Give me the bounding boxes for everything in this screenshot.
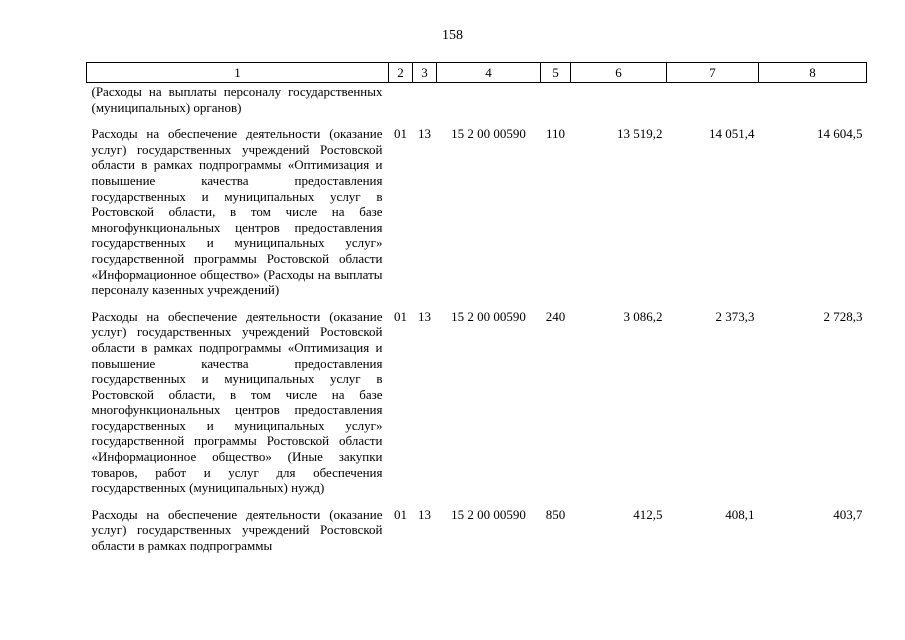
expense-type-code: 110: [545, 126, 566, 142]
budget-table: [86, 62, 867, 565]
table-row: [87, 309, 867, 507]
expense-type-code: 850: [545, 506, 566, 522]
amount-col7: 408,1: [725, 506, 755, 522]
row-description: Расходы на обеспечение деятельности (оказание услуг) государственных учреждений Ростовской области в рамках подпрограммы «Оптимизация и повышение качества предоставления государственных и муниципальных услуг в Ростовской области, в том числе на базе многофункциональных центров предоставления государственных и муниципальных услуг» государственной программы Ростовской области «Информационное общество» (Расходы на выплаты персоналу казенных учреждений): [91, 126, 383, 298]
amount-col7: 2 373,3: [715, 308, 755, 324]
row-description: (Расходы на выплаты персоналу государственных (муниципальных) органов): [91, 84, 383, 115]
subsection-code: 13: [418, 506, 431, 522]
table-row-continuation: [87, 83, 867, 127]
amount-col6: 3 086,2: [623, 308, 663, 324]
expense-type-code: 240: [545, 308, 566, 324]
amount-col8: 403,7: [833, 506, 863, 522]
section-code: 01: [394, 126, 407, 142]
column-header: 5: [541, 63, 571, 83]
column-header: 2: [389, 63, 413, 83]
section-code: 01: [394, 308, 407, 324]
target-article-code: 15 2 00 00590: [451, 126, 526, 142]
table-row: [87, 507, 867, 565]
table-row: [87, 126, 867, 309]
amount-col6: 412,5: [633, 506, 663, 522]
subsection-code: 13: [418, 308, 431, 324]
table-header-row: [87, 63, 867, 83]
page-number: 158: [442, 28, 463, 43]
column-header: 4: [437, 63, 541, 83]
amount-col8: 14 604,5: [817, 126, 863, 142]
target-article-code: 15 2 00 00590: [451, 506, 526, 522]
amount-col8: 2 728,3: [823, 308, 863, 324]
column-header: 3: [413, 63, 437, 83]
row-description: Расходы на обеспечение деятельности (оказание услуг) государственных учреждений Ростовской области в рамках подпрограммы «Оптимизация и повышение качества предоставления государственных и муниципальных услуг в Ростовской области, в том числе на базе многофункциональных центров предоставления государственных и муниципальных услуг» государственной программы Ростовской области «Информационное общество» (Иные закупки товаров, работ и услуг для обеспечения государственных (муниципальных) нужд): [91, 308, 383, 496]
target-article-code: 15 2 00 00590: [451, 308, 526, 324]
amount-col7: 14 051,4: [709, 126, 755, 142]
amount-col6: 13 519,2: [617, 126, 663, 142]
section-code: 01: [394, 506, 407, 522]
column-header: 7: [667, 63, 759, 83]
column-header: 1: [87, 63, 389, 83]
row-description: Расходы на обеспечение деятельности (оказание услуг) государственных учреждений Ростовской области в рамках подпрограммы: [91, 506, 383, 554]
column-header: 6: [571, 63, 667, 83]
subsection-code: 13: [418, 126, 431, 142]
column-header: 8: [759, 63, 867, 83]
